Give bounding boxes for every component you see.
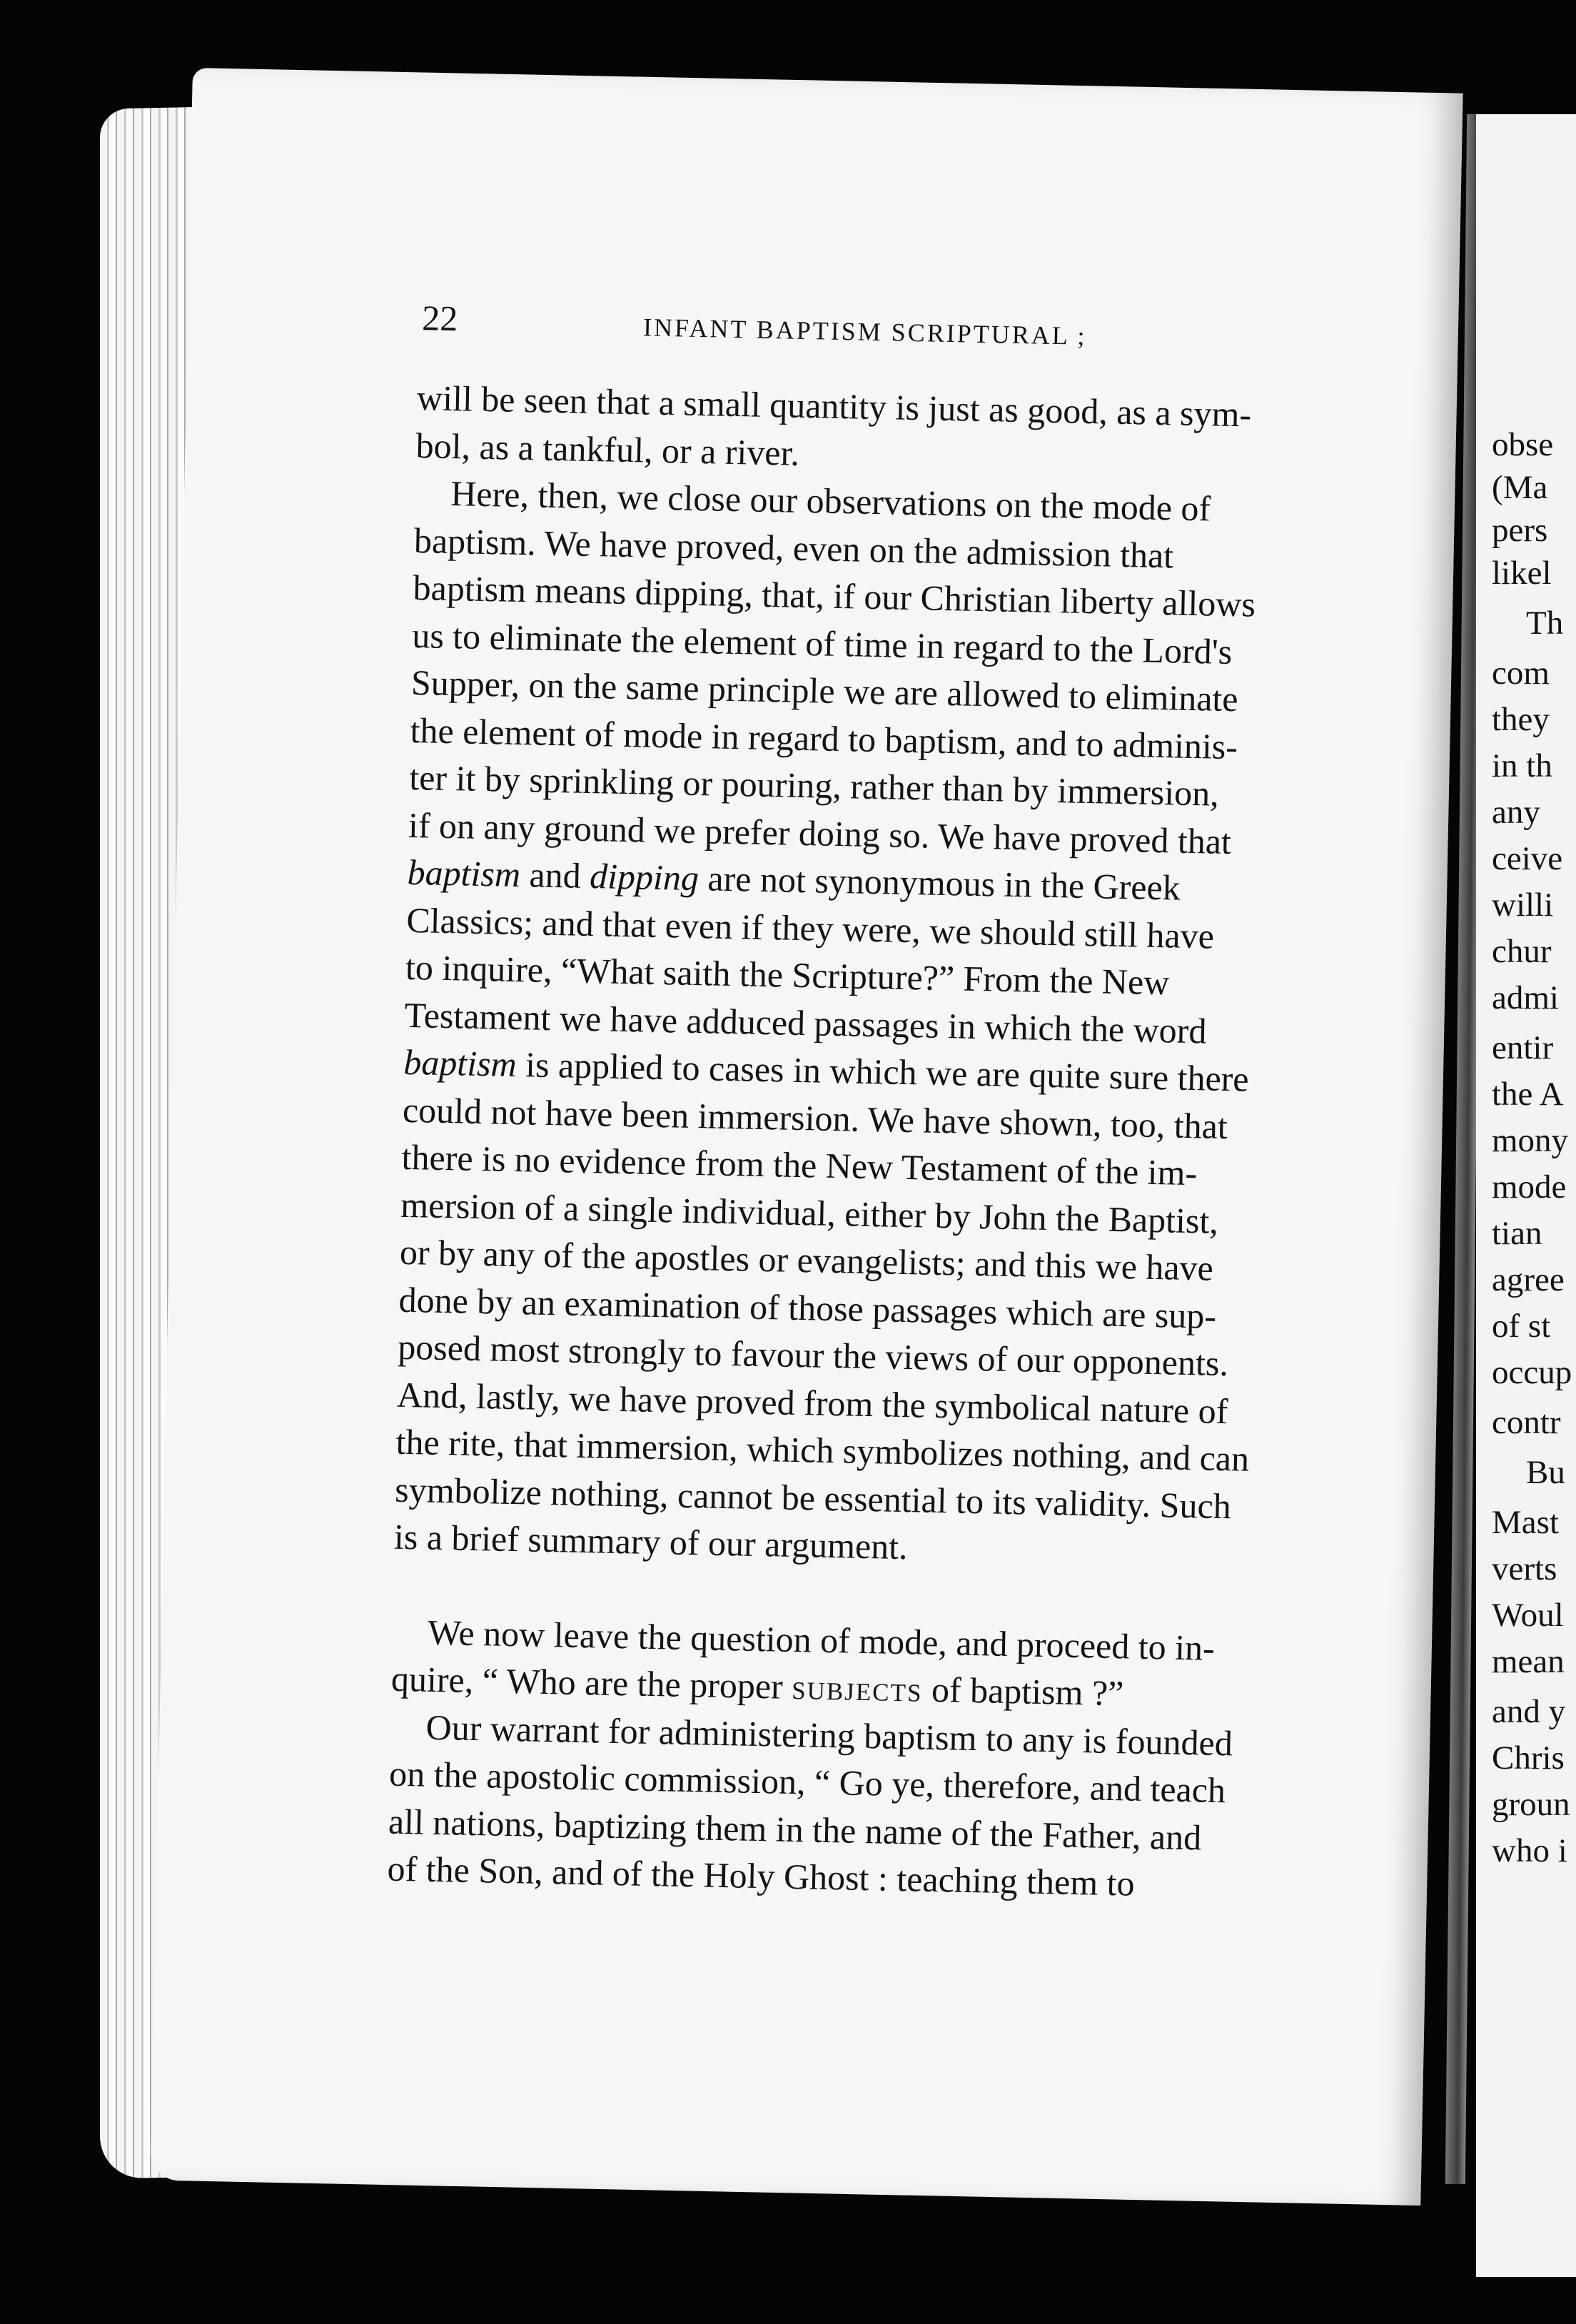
text-line: or by any of the apostles or evangelists; and this we have (399, 1231, 1214, 1288)
facing-page-text-fragment: of st (1492, 1308, 1551, 1345)
text-line: the rite, that immersion, which symbolizes nothing, and can (395, 1421, 1250, 1479)
text-line: could not have been immersion. We have shown, too, that (402, 1089, 1228, 1146)
text-line: all nations, baptizing them in the name of the Father, and (388, 1801, 1202, 1858)
body-text (387, 374, 1271, 1909)
text-line: We now leave the question of mode, and proceed to in- (427, 1612, 1216, 1668)
facing-page-text-fragment: in th (1492, 747, 1552, 784)
facing-page-text-fragment: agree (1492, 1261, 1565, 1298)
text-run: of baptism ?” (921, 1669, 1124, 1714)
facing-page-text-fragment: Chris (1492, 1739, 1565, 1777)
text-line: of the Son, and of the Holy Ghost : teaching them to (387, 1848, 1136, 1904)
facing-page-text-fragment: com (1492, 655, 1550, 692)
text-run: quire, “ Who are the proper (390, 1658, 792, 1707)
text-run: and (520, 854, 590, 896)
text-line: us to eliminate the element of time in regard to the Lord's (411, 615, 1233, 672)
facing-page-text-fragment: verts (1492, 1550, 1557, 1587)
text-line: ter it by sprinkling or pouring, rather than by immersion, (408, 757, 1220, 814)
italic-term: dipping (589, 856, 699, 899)
facing-page-text-fragment: Bu (1526, 1454, 1565, 1491)
facing-page-text-fragment: occup (1492, 1354, 1572, 1391)
text-line: if on any ground we prefer doing so. We have proved that (408, 804, 1232, 862)
facing-page-text-fragment: ceive (1492, 840, 1563, 877)
text-line: symbolize nothing, cannot be essential to its validity. Such (394, 1469, 1232, 1526)
facing-page-text-fragment: contr (1492, 1404, 1561, 1441)
facing-page-text-fragment: willi (1492, 886, 1554, 924)
text-line: to inquire, “What saith the Scripture?” From the New (405, 946, 1170, 1003)
text-run: are not synonymous in the Greek (698, 858, 1181, 908)
running-title: INFANT BAPTISM SCRIPTURAL ; (642, 313, 1087, 350)
text-line: baptism means dipping, that, if our Christian liberty allows (413, 567, 1256, 625)
facing-page-fragment (1476, 114, 1576, 2277)
text-line: there is no evidence from the New Testament of the im- (401, 1136, 1198, 1193)
facing-page-text-fragment: (Ma (1492, 469, 1548, 506)
facing-page-text-fragment: obse (1492, 426, 1554, 463)
facing-page-text-fragment: admi (1492, 979, 1559, 1016)
facing-page-text-fragment: mode (1492, 1168, 1567, 1206)
facing-page-text-fragment: groun (1492, 1786, 1570, 1823)
text-run: is applied to cases in which we are quite sure there (516, 1044, 1250, 1099)
text-line: the element of mode in regard to baptism, and to adminis- (410, 709, 1238, 767)
facing-page-text-fragment: Mast (1492, 1504, 1559, 1541)
facing-page-text-fragment: any (1492, 794, 1540, 831)
text-line: Our warrant for administering baptism to any is founded (425, 1707, 1233, 1763)
facing-page-text-fragment: pers (1492, 512, 1548, 549)
facing-page-text-fragment: the A (1492, 1076, 1564, 1113)
text-line: is a brief summary of our argument. (393, 1516, 909, 1567)
text-line: done by an examination of those passages which are sup- (398, 1279, 1217, 1336)
facing-page-text-fragment: tian (1492, 1215, 1542, 1252)
italic-term: baptism (403, 1041, 517, 1085)
facing-page-text-fragment: who i (1492, 1832, 1567, 1869)
italic-term: baptism (407, 852, 521, 895)
facing-page-text-fragment: likel (1492, 555, 1552, 592)
facing-page-text-fragment: they (1492, 701, 1550, 738)
facing-page-text-fragment: Th (1526, 605, 1564, 642)
facing-page-text-fragment: mean (1492, 1643, 1565, 1680)
text-line: Classics; and that even if they were, we should still have (405, 899, 1215, 956)
facing-page-text-fragment: Woul (1492, 1597, 1564, 1634)
text-line: bol, as a tankful, or a river. (415, 425, 800, 473)
text-line: Supper, on the same principle we are allowed to eliminate (410, 662, 1239, 719)
text-line: posed most strongly to favour the views of our opponents. (397, 1326, 1229, 1384)
page-number: 22 (421, 298, 458, 339)
facing-page-text-fragment: chur (1492, 933, 1552, 970)
text-line: will be seen that a small quantity is just as good, as a sym- (416, 378, 1252, 435)
small-caps-term: subjects (791, 1666, 924, 1709)
text-line: baptism. We have proved, even on the admission that (413, 520, 1174, 575)
facing-page-text-fragment: entir (1492, 1029, 1554, 1066)
text-line: mersion of a single individual, either by John the Baptist, (400, 1184, 1219, 1241)
facing-page-text-fragment: mony (1492, 1122, 1569, 1159)
facing-page-text-fragment: and y (1492, 1693, 1566, 1730)
text-line: Here, then, we close our observations on the mode of (450, 473, 1211, 529)
text-line: And, lastly, we have proved from the symbolical nature of (396, 1374, 1228, 1431)
text-line: Testament we have adduced passages in which the word (404, 994, 1207, 1051)
text-line: on the apostolic commission, “ Go ye, therefore, and teach (388, 1753, 1226, 1811)
